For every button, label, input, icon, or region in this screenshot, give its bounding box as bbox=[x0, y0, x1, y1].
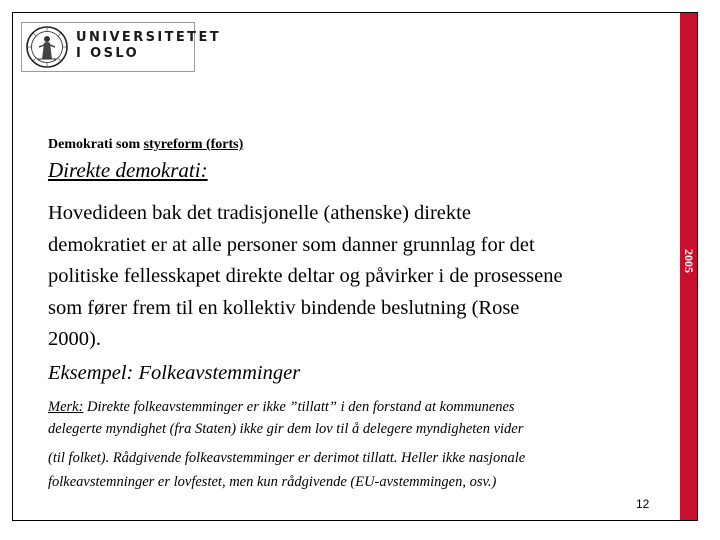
note-label: Merk: bbox=[48, 399, 84, 415]
university-name-line1: UNIVERSITETET bbox=[76, 30, 221, 45]
university-name-line2: I OSLO bbox=[76, 46, 140, 61]
sidebar-year: 2005 bbox=[682, 249, 696, 273]
slide-subtitle bbox=[48, 136, 243, 153]
paragraph-line: demokratiet er at alle personer som danner grunnlag for det bbox=[48, 233, 535, 256]
university-seal-icon bbox=[25, 25, 69, 69]
paragraph-line: Hovedideen bak det tradisjonelle (athenske) direkte bbox=[48, 202, 471, 224]
main-paragraph bbox=[48, 198, 673, 356]
note-block bbox=[48, 396, 673, 494]
university-logo bbox=[21, 22, 221, 72]
subtitle-underlined: styreform (forts) bbox=[143, 137, 244, 152]
example-heading: Eksempel: Folkeavstemminger bbox=[48, 362, 301, 384]
subtitle-prefix: Demokrati som bbox=[48, 137, 144, 152]
paragraph-line: som fører frem til en kollektiv bindende beslutning (Rose bbox=[48, 296, 520, 319]
page-number: 12 bbox=[636, 497, 650, 511]
paragraph-line: 2000). bbox=[48, 328, 101, 350]
note-line: delegerte myndighet (fra Staten) ikke gir dem lov til å delegere myndigheten vider bbox=[48, 421, 524, 437]
paragraph-line: politiske fellesskapet direkte deltar og påvirker i de prosessene bbox=[48, 265, 563, 287]
note-text: Direkte folkeavstemminger er ikke ”tillatt” i den forstand at kommunenes bbox=[83, 399, 515, 415]
slide-title: Direkte demokrati: bbox=[48, 158, 208, 182]
note-line bbox=[48, 396, 673, 418]
university-name bbox=[76, 30, 221, 62]
note-line: folkeavstemninger er lovfestet, men kun rådgivende (EU-avstemmingen, osv.) bbox=[48, 474, 497, 490]
note-line: (til folket). Rådgivende folkeavstemminger er derimot tillatt. Heller ikke nasjonale bbox=[48, 450, 526, 466]
